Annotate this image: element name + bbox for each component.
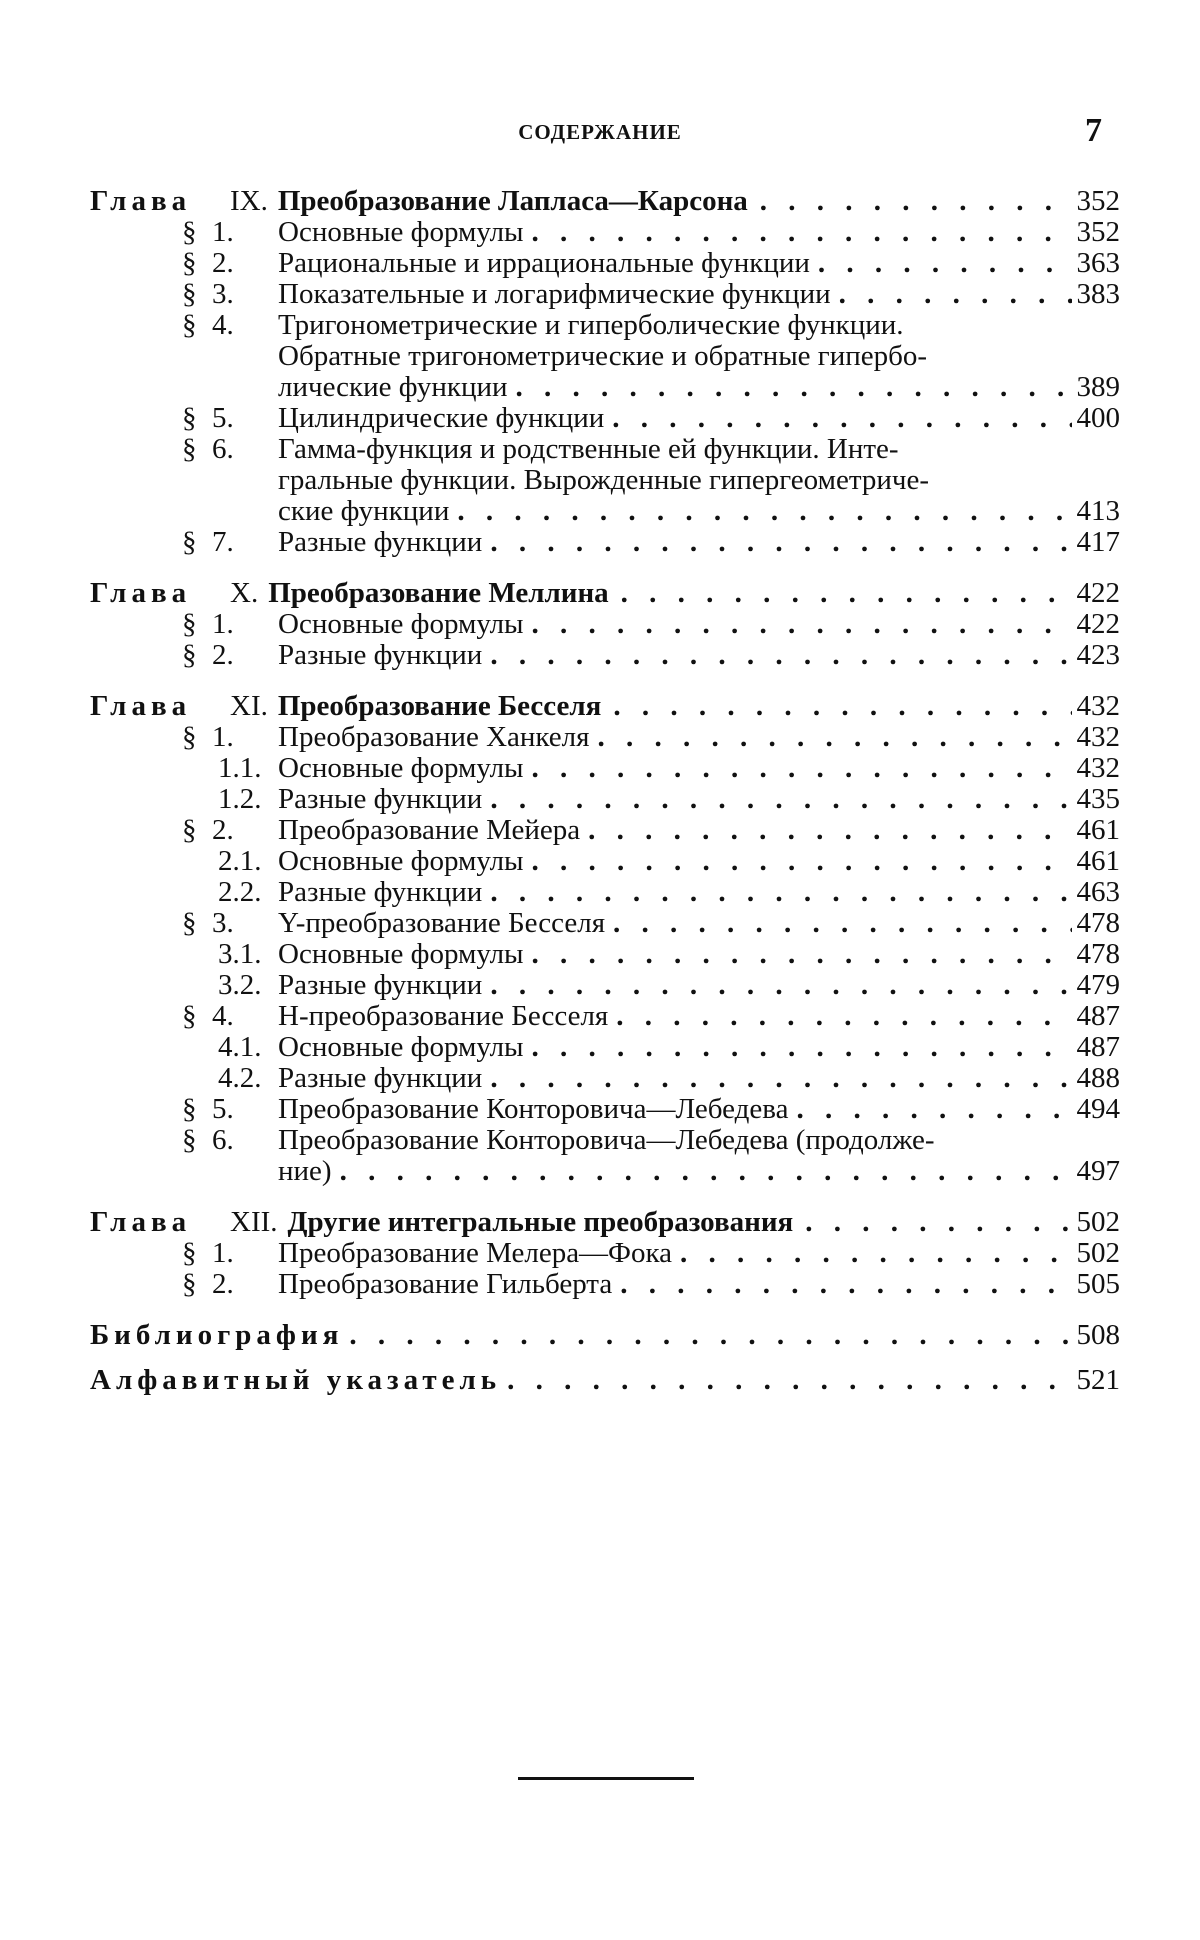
leader-dots: . . . . . . . . . . . . . . . . [613, 691, 1072, 722]
section-title: Основные формулы [278, 753, 524, 784]
section-title: Показательные и логарифмические функции [278, 279, 831, 310]
leader-dots: . . . . . . . . . . . . . . . . . . . . [490, 640, 1072, 671]
chapter-label: Глава [90, 578, 191, 609]
leader-dots: . . . . . . . . . . . . . . . . . . . [532, 217, 1072, 248]
section-title: Преобразование Мейера [278, 815, 580, 846]
section-mark: § [182, 248, 197, 279]
page-ref: 389 [1077, 372, 1121, 403]
page-ref: 400 [1077, 403, 1121, 434]
toc-line [90, 1320, 1120, 1351]
section-title: Преобразование Конторовича—Лебедева [278, 1094, 788, 1125]
toc-line [90, 310, 1120, 341]
section-mark: § [182, 1125, 197, 1156]
page-ref: 383 [1077, 279, 1121, 310]
section-mark: § [182, 217, 197, 248]
leader-dots: . . . . . . . . . . . . . . . . [620, 1269, 1072, 1300]
leader-dots: . . . . . . . . . . . . . . . . . . . [532, 609, 1072, 640]
section-mark: § [182, 403, 197, 434]
page-ref: 417 [1077, 527, 1121, 558]
page-header [90, 112, 1110, 152]
toc-line [90, 1156, 1120, 1187]
toc-line [90, 970, 1120, 1001]
page-ref: 461 [1077, 846, 1121, 877]
toc-line [90, 186, 1120, 217]
page-ref: 423 [1077, 640, 1121, 671]
leader-dots: . . . . . . . . . . . . . . . . . . . . [490, 784, 1072, 815]
section-title: Гамма-функция и родственные ей функции. Инте- [278, 434, 899, 465]
section-mark: § [182, 310, 197, 341]
section-mark: § [182, 609, 197, 640]
section-mark: § [182, 722, 197, 753]
chapter-title: Преобразование Меллина [268, 578, 608, 609]
chapter-gap [90, 1187, 1120, 1207]
leader-dots: . . . . . . . . . . . . . . . . [616, 1001, 1072, 1032]
page-ref: 352 [1077, 186, 1121, 217]
section-title: ские функции [278, 496, 449, 527]
section-mark: § [182, 1001, 197, 1032]
section-number: 2. [212, 640, 234, 671]
section-number: 4.2. [218, 1063, 262, 1094]
toc-line [90, 784, 1120, 815]
toc-line [90, 217, 1120, 248]
table-of-contents [90, 186, 1120, 1396]
section-number: 6. [212, 434, 234, 465]
section-title: ние) [278, 1156, 332, 1187]
section-mark: § [182, 434, 197, 465]
page-ref: 497 [1077, 1156, 1121, 1187]
leader-dots: . . . . . . . . . . . . . . . . . . . [532, 939, 1072, 970]
page-ref: 478 [1077, 939, 1121, 970]
section-title: Преобразование Мелера—Фока [278, 1238, 672, 1269]
toc-line [90, 434, 1120, 465]
leader-dots: . . . . . . . . . . . . . . . . . . . [532, 753, 1072, 784]
leader-dots: . . . . . . . . . . . . . . . . . . . . [490, 527, 1072, 558]
toc-line [90, 691, 1120, 722]
section-number: 3. [212, 908, 234, 939]
leader-dots: . . . . . . . . . . . . . . . . . . . . [490, 877, 1072, 908]
leader-dots: . . . . . . . . . . . . . . . . . . . . [507, 1365, 1072, 1396]
toc-line [90, 403, 1120, 434]
section-title: H-преобразование Бесселя [278, 1001, 608, 1032]
leader-dots: . . . . . . . . [839, 279, 1072, 310]
page-ref: 487 [1077, 1001, 1121, 1032]
leader-dots: . . . . . . . . . . . . . . . . . . . . [490, 1063, 1072, 1094]
chapter-title: Преобразование Лапласа—Карсона [278, 186, 748, 217]
leader-dots: . . . . . . . . . . . . . . . . . [597, 722, 1072, 753]
page-ref: 363 [1077, 248, 1121, 279]
section-mark: § [182, 1238, 197, 1269]
chapter-number: XI. [230, 691, 268, 722]
chapter-title: Преобразование Бесселя [278, 691, 601, 722]
section-title: Основные формулы [278, 939, 524, 970]
leader-dots: . . . . . . . . . . . . . . . . . . . [532, 846, 1072, 877]
leader-dots: . . . . . . . . . . . [760, 186, 1072, 217]
toc-line [90, 939, 1120, 970]
leader-dots: . . . . . . . . . . . . . . . . . [588, 815, 1072, 846]
page-ref: 432 [1077, 691, 1121, 722]
toc-line [90, 722, 1120, 753]
section-number: 2. [212, 1269, 234, 1300]
leader-dots: . . . . . . . . . . . . . . . . [621, 578, 1072, 609]
chapter-number: XII. [230, 1207, 278, 1238]
page-ref: 478 [1077, 908, 1121, 939]
section-number: 1. [212, 1238, 234, 1269]
toc-line [90, 1125, 1120, 1156]
leader-dots: . . . . . . . . . . . . . . . . . . . . . . . . . . [340, 1156, 1072, 1187]
toc-line [90, 846, 1120, 877]
section-number: 1. [212, 722, 234, 753]
section-title: Разные функции [278, 640, 482, 671]
chapter-title: Другие интегральные преобразования [288, 1207, 794, 1238]
section-mark: § [182, 908, 197, 939]
page-ref: 422 [1077, 578, 1121, 609]
toc-line [90, 1365, 1120, 1396]
section-number: 4. [212, 310, 234, 341]
section-number: 1.1. [218, 753, 262, 784]
section-number: 4. [212, 1001, 234, 1032]
section-number: 6. [212, 1125, 234, 1156]
section-number: 2.2. [218, 877, 262, 908]
section-number: 5. [212, 403, 234, 434]
chapter-label: Глава [90, 1207, 191, 1238]
leader-dots: . . . . . . . . . [805, 1207, 1072, 1238]
leader-dots: . . . . . . . . . [818, 248, 1072, 279]
page-number: 7 [1085, 112, 1102, 150]
section-number: 1. [212, 217, 234, 248]
section-title: Разные функции [278, 970, 482, 1001]
page-ref: 502 [1077, 1238, 1121, 1269]
leader-dots: . . . . . . . . . . . . . . . . . . . . [516, 372, 1073, 403]
chapter-gap [90, 671, 1120, 691]
toc-line [90, 341, 1120, 372]
section-mark: § [182, 279, 197, 310]
leader-dots: . . . . . . . . . . . . . . . . . . . [532, 1032, 1072, 1063]
page-ref: 461 [1077, 815, 1121, 846]
section-title: Преобразование Конторовича—Лебедева (продолже- [278, 1125, 935, 1156]
chapter-number: X. [230, 578, 258, 609]
section-number: 3.2. [218, 970, 262, 1001]
page-ref: 502 [1077, 1207, 1121, 1238]
running-title: СОДЕРЖАНИЕ [90, 120, 1110, 145]
section-title: Преобразование Ханкеля [278, 722, 589, 753]
section-number: 2. [212, 248, 234, 279]
page-ref: 494 [1077, 1094, 1121, 1125]
section-number: 4.1. [218, 1032, 262, 1063]
back-matter-title: Библиография [90, 1320, 343, 1351]
page-ref: 422 [1077, 609, 1121, 640]
toc-line [90, 1207, 1120, 1238]
leader-dots: . . . . . . . . . . [796, 1094, 1072, 1125]
toc-line [90, 372, 1120, 403]
section-title: лические функции [278, 372, 508, 403]
toc-line [90, 908, 1120, 939]
page-ref: 505 [1077, 1269, 1121, 1300]
toc-line [90, 815, 1120, 846]
toc-line [90, 609, 1120, 640]
page-ref: 463 [1077, 877, 1121, 908]
page-ref: 432 [1077, 722, 1121, 753]
section-title: Тригонометрические и гиперболические функции. [278, 310, 904, 341]
leader-dots: . . . . . . . . . . . . . . . . [613, 908, 1072, 939]
leader-dots: . . . . . . . . . . . . . . . . . . . . [490, 970, 1072, 1001]
toc-line [90, 1063, 1120, 1094]
section-mark: § [182, 815, 197, 846]
back-matter-title: Алфавитный указатель [90, 1365, 501, 1396]
toc-line [90, 527, 1120, 558]
leader-dots: . . . . . . . . . . . . . . . . . . . . . . [457, 496, 1072, 527]
section-mark: § [182, 1269, 197, 1300]
chapter-gap [90, 558, 1120, 578]
toc-line [90, 496, 1120, 527]
page-ref: 488 [1077, 1063, 1121, 1094]
toc-line [90, 465, 1120, 496]
page-ref: 479 [1077, 970, 1121, 1001]
section-title: Рациональные и иррациональные функции [278, 248, 810, 279]
section-number: 3.1. [218, 939, 262, 970]
section-title: Y-преобразование Бесселя [278, 908, 605, 939]
page-ref: 413 [1077, 496, 1121, 527]
leader-dots: . . . . . . . . . . . . . . . . [612, 403, 1072, 434]
page-ref: 521 [1077, 1365, 1121, 1396]
toc-line [90, 1094, 1120, 1125]
section-mark: § [182, 527, 197, 558]
chapter-label: Глава [90, 691, 191, 722]
section-title: Разные функции [278, 784, 482, 815]
page-ref: 487 [1077, 1032, 1121, 1063]
toc-line [90, 1001, 1120, 1032]
section-title: Основные формулы [278, 217, 524, 248]
toc-line [90, 1269, 1120, 1300]
section-title: Основные формулы [278, 846, 524, 877]
toc-line [90, 640, 1120, 671]
section-number: 2. [212, 815, 234, 846]
back-matter-gap [90, 1351, 1120, 1365]
chapter-number: IX. [230, 186, 268, 217]
toc-line [90, 1032, 1120, 1063]
section-title: гральные функции. Вырожденные гипергеометриче- [278, 465, 929, 496]
section-title: Преобразование Гильберта [278, 1269, 612, 1300]
section-title: Основные формулы [278, 609, 524, 640]
leader-dots: . . . . . . . . . . . . . . [680, 1238, 1072, 1269]
section-number: 1.2. [218, 784, 262, 815]
section-title: Разные функции [278, 1063, 482, 1094]
section-title: Разные функции [278, 527, 482, 558]
end-rule [518, 1777, 694, 1780]
section-number: 3. [212, 279, 234, 310]
page-ref: 432 [1077, 753, 1121, 784]
section-mark: § [182, 1094, 197, 1125]
section-number: 1. [212, 609, 234, 640]
section-number: 2.1. [218, 846, 262, 877]
page-ref: 508 [1077, 1320, 1121, 1351]
section-title: Основные формулы [278, 1032, 524, 1063]
toc-page [0, 0, 1200, 1940]
page-ref: 435 [1077, 784, 1121, 815]
toc-line [90, 578, 1120, 609]
toc-line [90, 1238, 1120, 1269]
section-title: Цилиндрические функции [278, 403, 604, 434]
leader-dots: . . . . . . . . . . . . . . . . . . . . . . . . . [349, 1320, 1072, 1351]
section-title: Разные функции [278, 877, 482, 908]
section-number: 7. [212, 527, 234, 558]
chapter-label: Глава [90, 186, 191, 217]
section-title: Обратные тригонометрические и обратные гипербо- [278, 341, 927, 372]
toc-line [90, 753, 1120, 784]
toc-line [90, 248, 1120, 279]
chapter-gap [90, 1300, 1120, 1320]
page-ref: 352 [1077, 217, 1121, 248]
section-number: 5. [212, 1094, 234, 1125]
toc-line [90, 877, 1120, 908]
section-mark: § [182, 640, 197, 671]
toc-line [90, 279, 1120, 310]
